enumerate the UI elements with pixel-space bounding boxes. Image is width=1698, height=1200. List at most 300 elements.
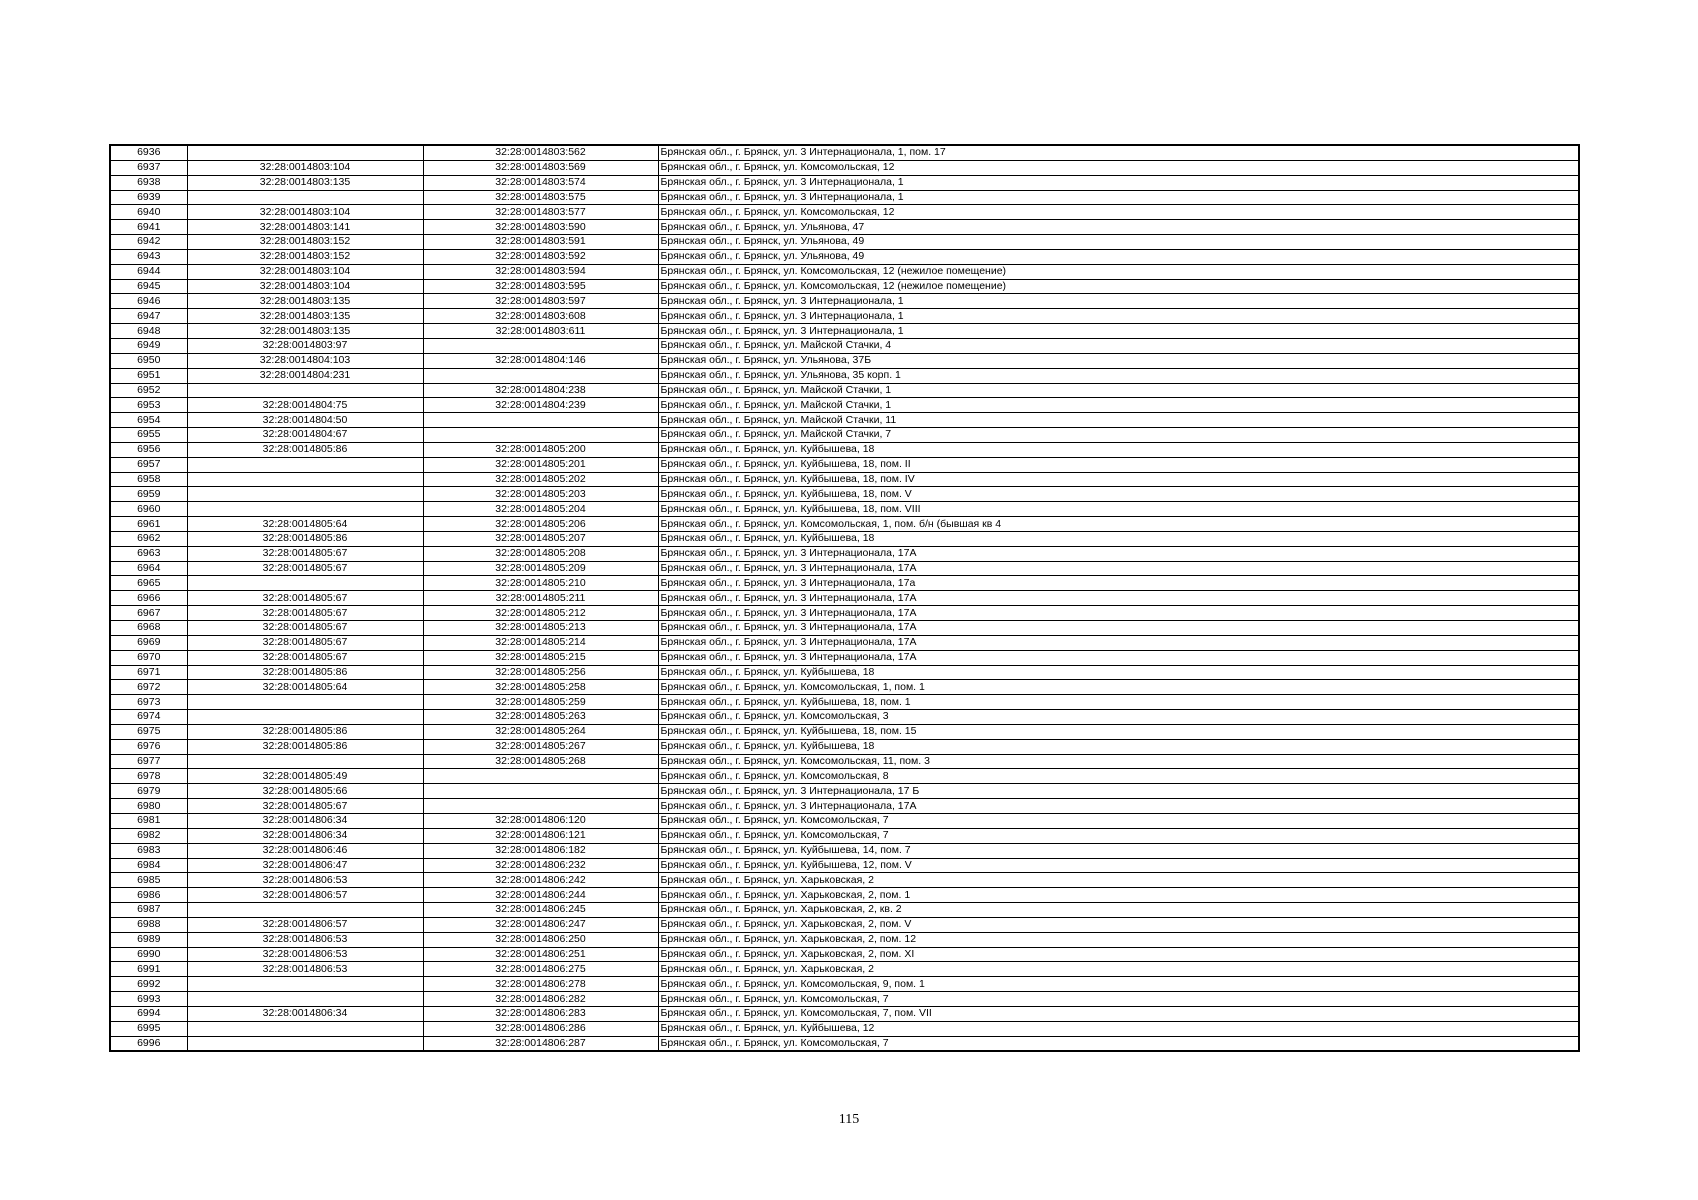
row-number-cell: 6952 [110,383,187,398]
parent-cadastral-number-cell: 32:28:0014805:64 [187,517,423,532]
address-cell: Брянская обл., г. Брянск, ул. Комсомольская, 3 [658,710,1579,725]
address-cell: Брянская обл., г. Брянск, ул. 3 Интернационала, 17А [658,635,1579,650]
table-row [110,220,1579,235]
table-row [110,487,1579,502]
table-row [110,428,1579,443]
parent-cadastral-number-cell: 32:28:0014805:86 [187,442,423,457]
row-number-cell: 6955 [110,428,187,443]
table-row [110,591,1579,606]
cadastral-number-cell: 32:28:0014804:238 [423,383,658,398]
table-row [110,561,1579,576]
parent-cadastral-number-cell [187,145,423,160]
table-row [110,680,1579,695]
cadastral-number-cell: 32:28:0014805:209 [423,561,658,576]
row-number-cell: 6938 [110,175,187,190]
row-number-cell: 6975 [110,724,187,739]
address-cell: Брянская обл., г. Брянск, ул. Харьковская, 2 [658,962,1579,977]
cadastral-number-cell: 32:28:0014803:590 [423,220,658,235]
address-cell: Брянская обл., г. Брянск, ул. Куйбышева, 18, пом. V [658,487,1579,502]
table-row [110,888,1579,903]
cadastral-number-cell: 32:28:0014803:591 [423,235,658,250]
address-cell: Брянская обл., г. Брянск, ул. 3 Интернационала, 17А [658,591,1579,606]
address-cell: Брянская обл., г. Брянск, ул. Куйбышева, 12, пом. V [658,858,1579,873]
table-row [110,1021,1579,1036]
address-cell: Брянская обл., г. Брянск, ул. 3 Интернационала, 1 [658,175,1579,190]
table-row [110,665,1579,680]
parent-cadastral-number-cell: 32:28:0014803:141 [187,220,423,235]
parent-cadastral-number-cell: 32:28:0014806:53 [187,947,423,962]
row-number-cell: 6951 [110,368,187,383]
row-number-cell: 6940 [110,205,187,220]
parent-cadastral-number-cell: 32:28:0014803:104 [187,279,423,294]
table-row [110,235,1579,250]
address-cell: Брянская обл., г. Брянск, ул. Ульянова, 35 корп. 1 [658,368,1579,383]
parent-cadastral-number-cell: 32:28:0014805:67 [187,561,423,576]
cadastral-number-cell: 32:28:0014806:282 [423,992,658,1007]
parent-cadastral-number-cell: 32:28:0014805:67 [187,546,423,561]
parent-cadastral-number-cell: 32:28:0014804:50 [187,413,423,428]
table-row [110,932,1579,947]
parent-cadastral-number-cell: 32:28:0014806:57 [187,917,423,932]
table-row [110,294,1579,309]
parent-cadastral-number-cell [187,977,423,992]
parent-cadastral-number-cell: 32:28:0014803:104 [187,205,423,220]
table-row [110,324,1579,339]
parent-cadastral-number-cell: 32:28:0014805:67 [187,621,423,636]
address-cell: Брянская обл., г. Брянск, ул. Майской Стачки, 1 [658,383,1579,398]
row-number-cell: 6945 [110,279,187,294]
table-row [110,635,1579,650]
cadastral-number-cell: 32:28:0014805:263 [423,710,658,725]
row-number-cell: 6978 [110,769,187,784]
address-cell: Брянская обл., г. Брянск, ул. 3 Интернационала, 17А [658,561,1579,576]
parent-cadastral-number-cell: 32:28:0014804:103 [187,353,423,368]
cadastral-number-cell: 32:28:0014803:597 [423,294,658,309]
cadastral-number-cell: 32:28:0014803:569 [423,160,658,175]
parent-cadastral-number-cell [187,903,423,918]
parent-cadastral-number-cell [187,992,423,1007]
address-cell: Брянская обл., г. Брянск, ул. Комсомольская, 7 [658,813,1579,828]
table-row [110,977,1579,992]
address-cell: Брянская обл., г. Брянск, ул. Ульянова, 49 [658,249,1579,264]
address-cell: Брянская обл., г. Брянск, ул. Куйбышева, 18, пом. 1 [658,695,1579,710]
row-number-cell: 6971 [110,665,187,680]
parent-cadastral-number-cell: 32:28:0014803:104 [187,160,423,175]
row-number-cell: 6973 [110,695,187,710]
parent-cadastral-number-cell [187,383,423,398]
row-number-cell: 6982 [110,828,187,843]
cadastral-number-cell: 32:28:0014803:594 [423,264,658,279]
row-number-cell: 6996 [110,1036,187,1051]
row-number-cell: 6937 [110,160,187,175]
table-row [110,576,1579,591]
cadastral-number-cell: 32:28:0014805:256 [423,665,658,680]
row-number-cell: 6950 [110,353,187,368]
row-number-cell: 6977 [110,754,187,769]
cadastral-number-cell: 32:28:0014803:611 [423,324,658,339]
address-cell: Брянская обл., г. Брянск, ул. Майской Стачки, 11 [658,413,1579,428]
row-number-cell: 6989 [110,932,187,947]
cadastral-number-cell: 32:28:0014805:267 [423,739,658,754]
address-cell: Брянская обл., г. Брянск, ул. Куйбышева, 12 [658,1021,1579,1036]
row-number-cell: 6941 [110,220,187,235]
address-cell: Брянская обл., г. Брянск, ул. Харьковская, 2 [658,873,1579,888]
parent-cadastral-number-cell [187,1036,423,1051]
table-row [110,813,1579,828]
row-number-cell: 6979 [110,784,187,799]
table-row [110,903,1579,918]
cadastral-number-cell: 32:28:0014805:201 [423,457,658,472]
address-cell: Брянская обл., г. Брянск, ул. Комсомольская, 7, пом. VII [658,1006,1579,1021]
address-cell: Брянская обл., г. Брянск, ул. Майской Стачки, 4 [658,338,1579,353]
parent-cadastral-number-cell [187,457,423,472]
cadastral-number-cell: 32:28:0014805:200 [423,442,658,457]
table-row [110,710,1579,725]
address-cell: Брянская обл., г. Брянск, ул. Комсомольская, 1, пом. б/н (бывшая кв 4 [658,517,1579,532]
address-cell: Брянская обл., г. Брянск, ул. 3 Интернационала, 17А [658,650,1579,665]
row-number-cell: 6962 [110,531,187,546]
cadastral-number-cell: 32:28:0014806:250 [423,932,658,947]
address-cell: Брянская обл., г. Брянск, ул. Комсомольская, 7 [658,828,1579,843]
parent-cadastral-number-cell [187,754,423,769]
address-cell: Брянская обл., г. Брянск, ул. 3 Интернационала, 17А [658,606,1579,621]
row-number-cell: 6948 [110,324,187,339]
table-row [110,368,1579,383]
table-row [110,695,1579,710]
cadastral-number-cell: 32:28:0014805:203 [423,487,658,502]
cadastral-number-cell [423,368,658,383]
row-number-cell: 6988 [110,917,187,932]
cadastral-number-cell: 32:28:0014803:595 [423,279,658,294]
address-cell: Брянская обл., г. Брянск, ул. Ульянова, 47 [658,220,1579,235]
address-cell: Брянская обл., г. Брянск, ул. Майской Стачки, 7 [658,428,1579,443]
cadastral-number-cell: 32:28:0014806:232 [423,858,658,873]
row-number-cell: 6992 [110,977,187,992]
address-cell: Брянская обл., г. Брянск, ул. Куйбышева, 18 [658,739,1579,754]
parent-cadastral-number-cell: 32:28:0014805:49 [187,769,423,784]
row-number-cell: 6986 [110,888,187,903]
cadastral-number-cell: 32:28:0014806:245 [423,903,658,918]
cadastral-number-cell: 32:28:0014806:182 [423,843,658,858]
row-number-cell: 6943 [110,249,187,264]
address-cell: Брянская обл., г. Брянск, ул. Куйбышева, 18, пом. 15 [658,724,1579,739]
parent-cadastral-number-cell [187,472,423,487]
parent-cadastral-number-cell: 32:28:0014805:86 [187,665,423,680]
table-row [110,962,1579,977]
table-row [110,160,1579,175]
table-row [110,442,1579,457]
address-cell: Брянская обл., г. Брянск, ул. Комсомольская, 12 (нежилое помещение) [658,264,1579,279]
cadastral-number-cell: 32:28:0014806:283 [423,1006,658,1021]
cadastral-number-cell [423,799,658,814]
parent-cadastral-number-cell: 32:28:0014806:34 [187,813,423,828]
parent-cadastral-number-cell: 32:28:0014805:67 [187,799,423,814]
address-cell: Брянская обл., г. Брянск, ул. Комсомольская, 7 [658,1036,1579,1051]
parent-cadastral-number-cell [187,502,423,517]
parent-cadastral-number-cell: 32:28:0014805:86 [187,724,423,739]
address-cell: Брянская обл., г. Брянск, ул. 3 Интернационала, 17 Б [658,784,1579,799]
table-row [110,784,1579,799]
row-number-cell: 6983 [110,843,187,858]
parent-cadastral-number-cell: 32:28:0014803:135 [187,324,423,339]
address-cell: Брянская обл., г. Брянск, ул. 3 Интернационала, 17А [658,546,1579,561]
row-number-cell: 6967 [110,606,187,621]
row-number-cell: 6981 [110,813,187,828]
address-cell: Брянская обл., г. Брянск, ул. Харьковская, 2, пом. 1 [658,888,1579,903]
parent-cadastral-number-cell: 32:28:0014805:67 [187,635,423,650]
address-cell: Брянская обл., г. Брянск, ул. 3 Интернационала, 1 [658,309,1579,324]
cadastral-number-cell: 32:28:0014805:258 [423,680,658,695]
row-number-cell: 6947 [110,309,187,324]
table-row [110,457,1579,472]
address-cell: Брянская обл., г. Брянск, ул. Майской Стачки, 1 [658,398,1579,413]
registry-table-body [110,145,1579,1051]
table-row [110,606,1579,621]
parent-cadastral-number-cell: 32:28:0014803:135 [187,294,423,309]
address-cell: Брянская обл., г. Брянск, ул. Комсомольская, 12 [658,160,1579,175]
cadastral-number-cell [423,769,658,784]
row-number-cell: 6991 [110,962,187,977]
table-row [110,398,1579,413]
table-row [110,650,1579,665]
row-number-cell: 6956 [110,442,187,457]
parent-cadastral-number-cell: 32:28:0014804:75 [187,398,423,413]
row-number-cell: 6990 [110,947,187,962]
address-cell: Брянская обл., г. Брянск, ул. 3 Интернационала, 1, пом. 17 [658,145,1579,160]
cadastral-number-cell: 32:28:0014805:210 [423,576,658,591]
row-number-cell: 6969 [110,635,187,650]
cadastral-number-cell: 32:28:0014806:121 [423,828,658,843]
row-number-cell: 6987 [110,903,187,918]
parent-cadastral-number-cell: 32:28:0014804:231 [187,368,423,383]
address-cell: Брянская обл., г. Брянск, ул. Комсомольская, 1, пом. 1 [658,680,1579,695]
parent-cadastral-number-cell: 32:28:0014803:152 [187,249,423,264]
parent-cadastral-number-cell: 32:28:0014806:53 [187,873,423,888]
row-number-cell: 6958 [110,472,187,487]
cadastral-number-cell: 32:28:0014806:120 [423,813,658,828]
address-cell: Брянская обл., г. Брянск, ул. Куйбышева, 18 [658,531,1579,546]
address-cell: Брянская обл., г. Брянск, ул. Харьковская, 2, пом. XI [658,947,1579,962]
parent-cadastral-number-cell [187,710,423,725]
row-number-cell: 6966 [110,591,187,606]
parent-cadastral-number-cell: 32:28:0014805:67 [187,650,423,665]
cadastral-number-cell [423,338,658,353]
address-cell: Брянская обл., г. Брянск, ул. Харьковская, 2, пом. V [658,917,1579,932]
parent-cadastral-number-cell [187,695,423,710]
cadastral-number-cell [423,784,658,799]
table-row [110,858,1579,873]
row-number-cell: 6963 [110,546,187,561]
cadastral-number-cell: 32:28:0014805:213 [423,621,658,636]
table-row [110,992,1579,1007]
address-cell: Брянская обл., г. Брянск, ул. 3 Интернационала, 1 [658,294,1579,309]
address-cell: Брянская обл., г. Брянск, ул. Комсомольская, 12 [658,205,1579,220]
parent-cadastral-number-cell: 32:28:0014806:47 [187,858,423,873]
address-cell: Брянская обл., г. Брянск, ул. Куйбышева, 18, пом. IV [658,472,1579,487]
parent-cadastral-number-cell: 32:28:0014806:34 [187,828,423,843]
address-cell: Брянская обл., г. Брянск, ул. Куйбышева, 18, пом. II [658,457,1579,472]
row-number-cell: 6995 [110,1021,187,1036]
parent-cadastral-number-cell: 32:28:0014805:67 [187,606,423,621]
parent-cadastral-number-cell: 32:28:0014806:46 [187,843,423,858]
row-number-cell: 6964 [110,561,187,576]
address-cell: Брянская обл., г. Брянск, ул. 3 Интернационала, 1 [658,324,1579,339]
address-cell: Брянская обл., г. Брянск, ул. Куйбышева, 18 [658,442,1579,457]
parent-cadastral-number-cell: 32:28:0014806:57 [187,888,423,903]
table-row [110,724,1579,739]
cadastral-number-cell: 32:28:0014805:204 [423,502,658,517]
parent-cadastral-number-cell: 32:28:0014806:34 [187,1006,423,1021]
cadastral-number-cell: 32:28:0014806:247 [423,917,658,932]
address-cell: Брянская обл., г. Брянск, ул. Комсомольская, 7 [658,992,1579,1007]
parent-cadastral-number-cell [187,1021,423,1036]
page-number: 115 [838,1112,860,1127]
parent-cadastral-number-cell: 32:28:0014803:104 [187,264,423,279]
row-number-cell: 6959 [110,487,187,502]
parent-cadastral-number-cell: 32:28:0014806:53 [187,932,423,947]
parent-cadastral-number-cell: 32:28:0014805:86 [187,739,423,754]
table-row [110,799,1579,814]
address-cell: Брянская обл., г. Брянск, ул. Куйбышева, 18 [658,665,1579,680]
cadastral-number-cell: 32:28:0014805:207 [423,531,658,546]
row-number-cell: 6972 [110,680,187,695]
cadastral-number-cell: 32:28:0014803:592 [423,249,658,264]
table-row [110,264,1579,279]
row-number-cell: 6976 [110,739,187,754]
row-number-cell: 6939 [110,190,187,205]
row-number-cell: 6968 [110,621,187,636]
table-row [110,338,1579,353]
table-row [110,502,1579,517]
address-cell: Брянская обл., г. Брянск, ул. Куйбышева, 18, пом. VIII [658,502,1579,517]
row-number-cell: 6949 [110,338,187,353]
cadastral-number-cell: 32:28:0014806:287 [423,1036,658,1051]
address-cell: Брянская обл., г. Брянск, ул. Ульянова, 37Б [658,353,1579,368]
table-row [110,769,1579,784]
table-row [110,249,1579,264]
cadastral-number-cell: 32:28:0014805:214 [423,635,658,650]
parent-cadastral-number-cell: 32:28:0014805:67 [187,591,423,606]
address-cell: Брянская обл., г. Брянск, ул. 3 Интернационала, 1 [658,190,1579,205]
table-row [110,873,1579,888]
table-row [110,754,1579,769]
cadastral-number-cell [423,428,658,443]
parent-cadastral-number-cell [187,487,423,502]
row-number-cell: 6954 [110,413,187,428]
parent-cadastral-number-cell: 32:28:0014803:97 [187,338,423,353]
cadastral-number-cell: 32:28:0014806:275 [423,962,658,977]
table-row [110,531,1579,546]
cadastral-number-cell: 32:28:0014805:215 [423,650,658,665]
row-number-cell: 6936 [110,145,187,160]
cadastral-number-cell: 32:28:0014805:208 [423,546,658,561]
table-row [110,1036,1579,1051]
parent-cadastral-number-cell: 32:28:0014803:135 [187,175,423,190]
parent-cadastral-number-cell [187,190,423,205]
row-number-cell: 6980 [110,799,187,814]
cadastral-number-cell: 32:28:0014805:264 [423,724,658,739]
cadastral-number-cell [423,413,658,428]
address-cell: Брянская обл., г. Брянск, ул. Куйбышева, 14, пом. 7 [658,843,1579,858]
address-cell: Брянская обл., г. Брянск, ул. Комсомольская, 12 (нежилое помещение) [658,279,1579,294]
cadastral-number-cell: 32:28:0014806:242 [423,873,658,888]
address-cell: Брянская обл., г. Брянск, ул. Харьковская, 2, кв. 2 [658,903,1579,918]
table-row [110,383,1579,398]
table-row [110,190,1579,205]
cadastral-number-cell: 32:28:0014805:212 [423,606,658,621]
row-number-cell: 6960 [110,502,187,517]
address-cell: Брянская обл., г. Брянск, ул. 3 Интернационала, 17А [658,799,1579,814]
cadastral-number-cell: 32:28:0014805:259 [423,695,658,710]
address-cell: Брянская обл., г. Брянск, ул. Комсомольская, 11, пом. 3 [658,754,1579,769]
cadastral-number-cell: 32:28:0014803:574 [423,175,658,190]
row-number-cell: 6993 [110,992,187,1007]
row-number-cell: 6946 [110,294,187,309]
address-cell: Брянская обл., г. Брянск, ул. 3 Интернационала, 17а [658,576,1579,591]
cadastral-number-cell: 32:28:0014804:146 [423,353,658,368]
cadastral-number-cell: 32:28:0014805:211 [423,591,658,606]
address-cell: Брянская обл., г. Брянск, ул. Комсомольская, 8 [658,769,1579,784]
table-row [110,546,1579,561]
parent-cadastral-number-cell: 32:28:0014803:152 [187,235,423,250]
table-row [110,145,1579,160]
table-row [110,917,1579,932]
cadastral-number-cell: 32:28:0014803:575 [423,190,658,205]
cadastral-number-cell: 32:28:0014806:244 [423,888,658,903]
row-number-cell: 6957 [110,457,187,472]
row-number-cell: 6984 [110,858,187,873]
parent-cadastral-number-cell: 32:28:0014804:67 [187,428,423,443]
table-row [110,828,1579,843]
parent-cadastral-number-cell: 32:28:0014803:135 [187,309,423,324]
cadastral-number-cell: 32:28:0014806:251 [423,947,658,962]
table-row [110,517,1579,532]
address-cell: Брянская обл., г. Брянск, ул. Комсомольская, 9, пом. 1 [658,977,1579,992]
parent-cadastral-number-cell: 32:28:0014805:64 [187,680,423,695]
registry-table [109,144,1580,1052]
parent-cadastral-number-cell: 32:28:0014806:53 [187,962,423,977]
cadastral-number-cell: 32:28:0014803:577 [423,205,658,220]
table-row [110,1006,1579,1021]
table-row [110,309,1579,324]
row-number-cell: 6965 [110,576,187,591]
table-row [110,739,1579,754]
cadastral-number-cell: 32:28:0014805:268 [423,754,658,769]
cadastral-number-cell: 32:28:0014805:202 [423,472,658,487]
cadastral-number-cell: 32:28:0014805:206 [423,517,658,532]
address-cell: Брянская обл., г. Брянск, ул. 3 Интернационала, 17А [658,621,1579,636]
cadastral-number-cell: 32:28:0014806:286 [423,1021,658,1036]
row-number-cell: 6974 [110,710,187,725]
table-row [110,947,1579,962]
cadastral-number-cell: 32:28:0014804:239 [423,398,658,413]
table-row [110,205,1579,220]
table-row [110,621,1579,636]
address-cell: Брянская обл., г. Брянск, ул. Харьковская, 2, пом. 12 [658,932,1579,947]
row-number-cell: 6942 [110,235,187,250]
row-number-cell: 6970 [110,650,187,665]
parent-cadastral-number-cell: 32:28:0014805:86 [187,531,423,546]
table-row [110,472,1579,487]
parent-cadastral-number-cell [187,576,423,591]
table-row [110,413,1579,428]
row-number-cell: 6944 [110,264,187,279]
row-number-cell: 6985 [110,873,187,888]
cadastral-number-cell: 32:28:0014803:608 [423,309,658,324]
cadastral-number-cell: 32:28:0014806:278 [423,977,658,992]
table-row [110,843,1579,858]
cadastral-number-cell: 32:28:0014803:562 [423,145,658,160]
